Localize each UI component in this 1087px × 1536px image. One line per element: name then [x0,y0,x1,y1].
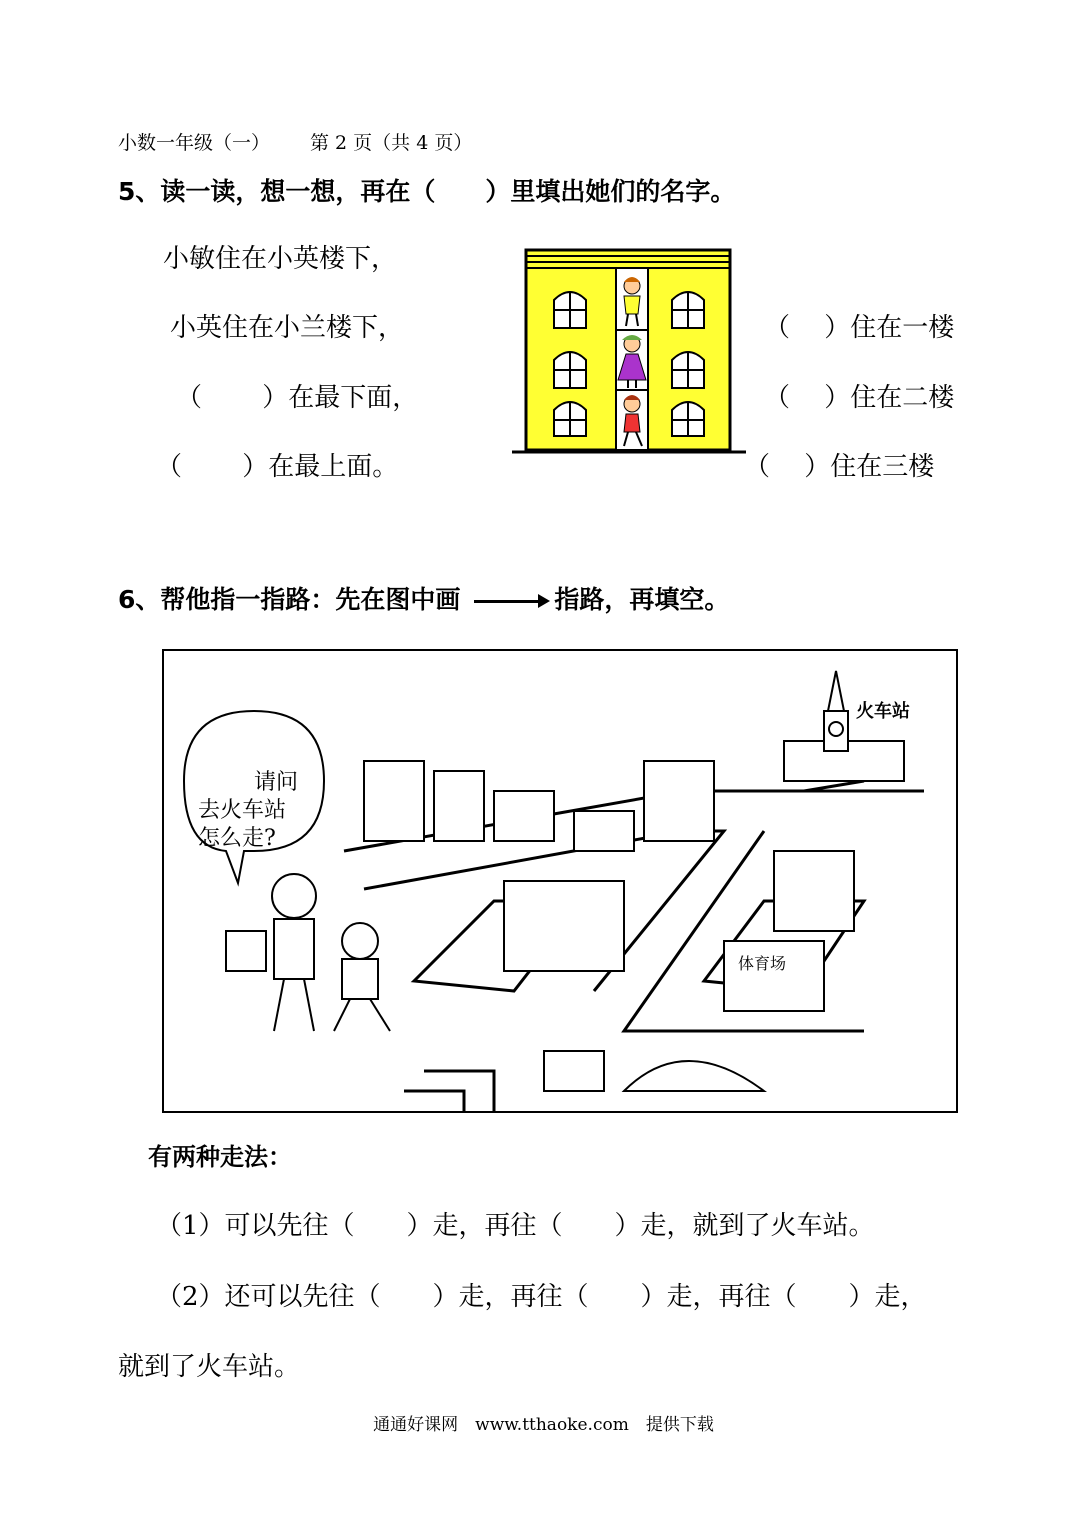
q5-answer-floor-3[interactable]: （ ）住在三楼 [744,452,935,482]
q5-blank-top[interactable]: （ ）在最上面。 [156,452,399,482]
speech-line-2: 去火车站 [198,798,287,823]
q5-answer-floor-2[interactable]: （ ）住在二楼 [764,383,955,413]
page-header [118,128,472,155]
q5-answer-floor-1[interactable]: （ ）住在一楼 [764,313,955,343]
header-grade: 小数一年级（一） [118,132,271,154]
speech-line-1: 请问 [254,770,299,795]
sign-label: 体育场 [738,954,787,973]
q6-route-2[interactable]: （2）还可以先往（ ）走，再往（ ）走，再往（ ）走， [156,1282,927,1312]
q5-clue-2: 小英住在小兰楼下， [170,313,405,343]
q5-clue-1: 小敏住在小英楼下， [163,244,398,274]
question-5-title: 5、读一读，想一想，再在（ ）里填出她们的名字。 [118,177,736,206]
header-page: 第 2 页（共 4 页） [310,132,473,154]
right-arrow-icon [474,600,546,603]
q6-route-2-end: 就到了火车站。 [118,1352,301,1382]
station-label: 火车站 [856,701,910,722]
page-footer: 通通好课网 www.tthaoke.com 提供下载 [373,1415,714,1435]
q6-title-end: 指路，再填空。 [554,585,730,614]
q6-title-start: 6、帮他指一指路：先在图中画 [118,585,461,614]
q5-blank-bottom[interactable]: （ ）在最下面， [176,383,419,413]
q6-route-1[interactable]: （1）可以先往（ ）走，再往（ ）走，就到了火车站。 [156,1211,875,1241]
people-icon [226,874,390,1031]
q6-subhead: 有两种走法： [148,1143,292,1171]
street-map-drawing [164,651,956,1111]
speech-line-3: 怎么走? [198,826,276,851]
question-6-title [118,580,729,616]
street-map-illustration [162,649,958,1113]
apartment-building-illustration [510,248,746,458]
